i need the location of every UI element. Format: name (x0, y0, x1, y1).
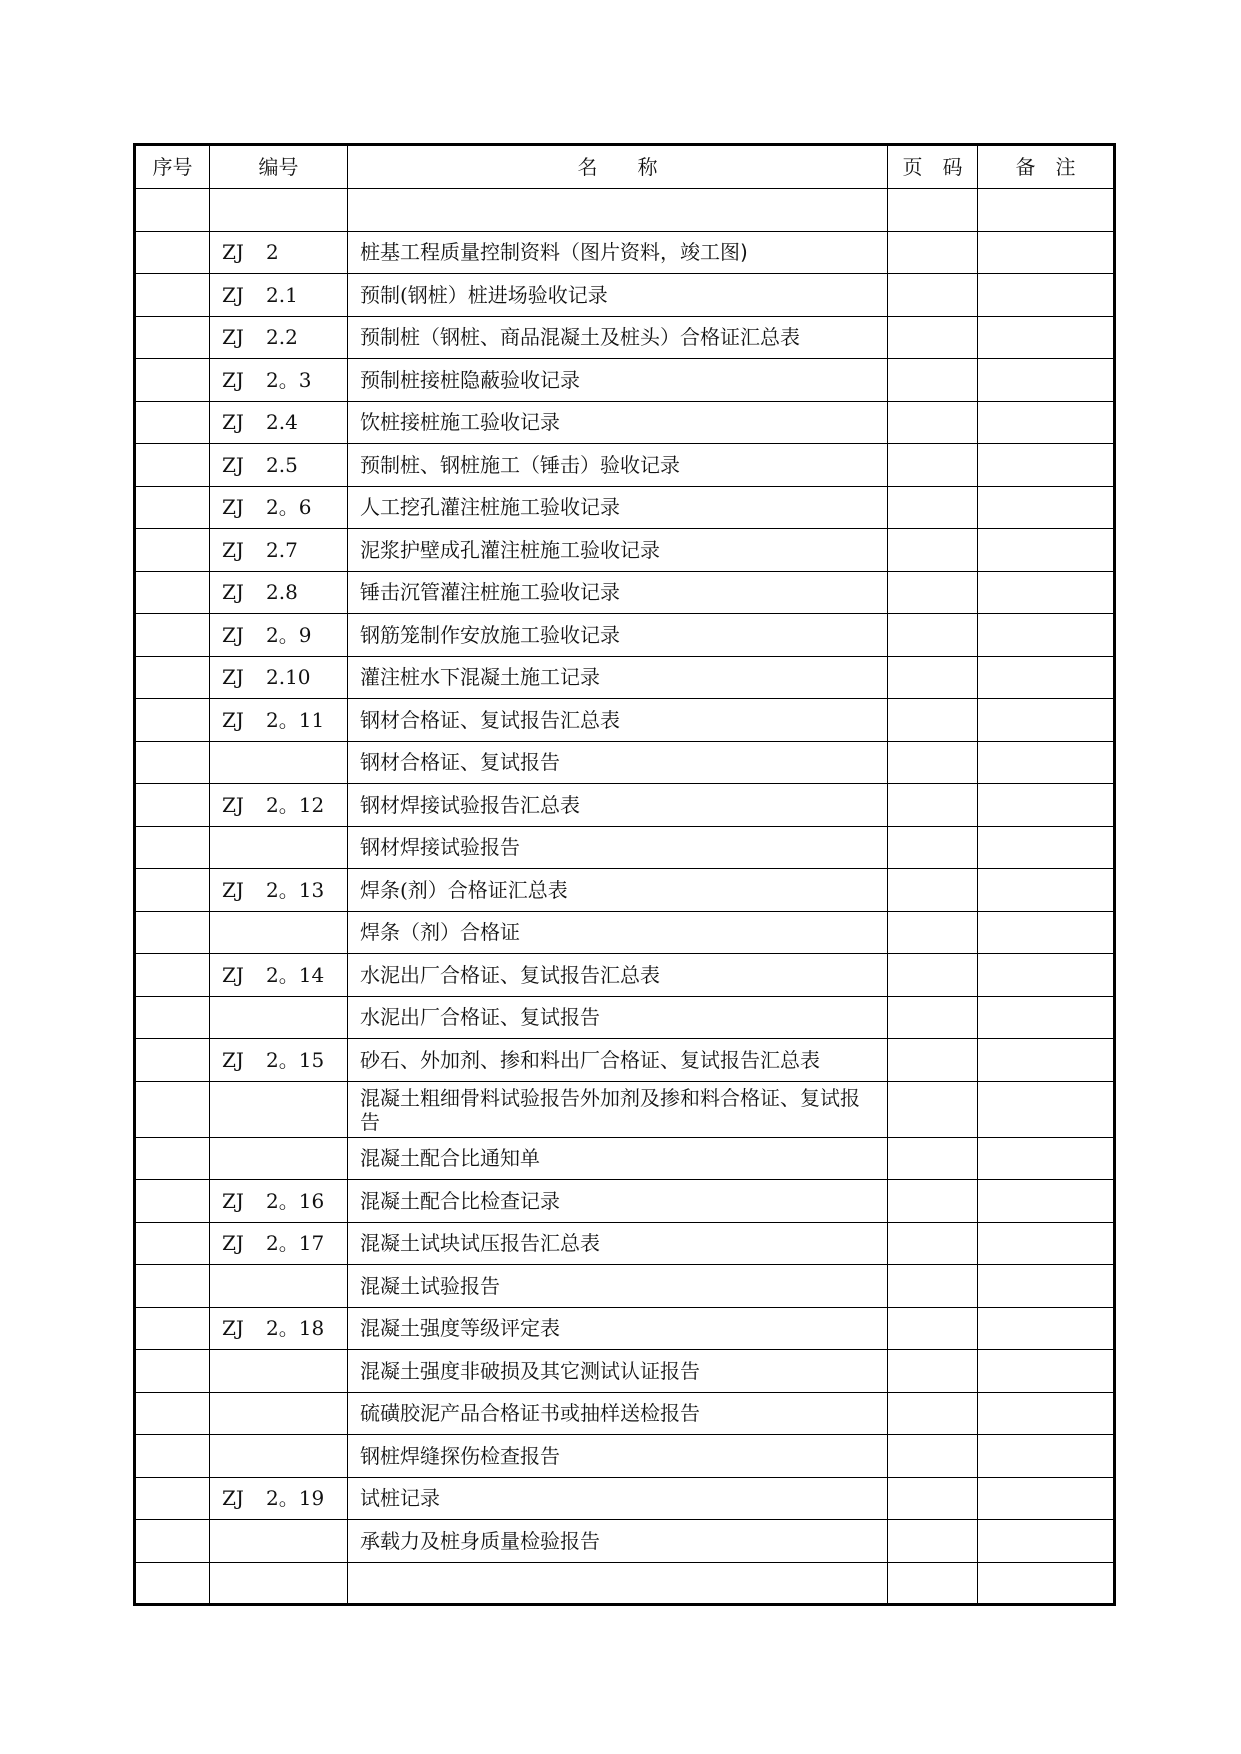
cell-code (210, 656, 348, 699)
cell-code (210, 699, 348, 742)
table-row (135, 444, 1115, 487)
cell-page (888, 189, 978, 232)
cell-name: 预制(钢桩）桩进场验收记录 (348, 274, 888, 317)
code-prefix: ZJ (222, 665, 244, 690)
cell-seq (135, 996, 210, 1039)
code-number: 2.8 (266, 580, 298, 605)
cell-seq (135, 1562, 210, 1605)
cell-name: 硫磺胶泥产品合格证书或抽样送检报告 (348, 1392, 888, 1435)
cell-note (978, 529, 1115, 572)
cell-code (210, 869, 348, 912)
code-number: 2 (266, 240, 279, 265)
cell-note (978, 231, 1115, 274)
table-row (135, 1081, 1115, 1137)
cell-note (978, 614, 1115, 657)
cell-page (888, 614, 978, 657)
cell-name: 承载力及桩身质量检验报告 (348, 1520, 888, 1563)
cell-seq (135, 826, 210, 869)
code-prefix: ZJ (222, 282, 244, 307)
header-code: 编号 (210, 145, 348, 189)
table-row (135, 274, 1115, 317)
cell-name: 钢桩焊缝探伤检查报告 (348, 1435, 888, 1478)
code-prefix: ZJ (222, 1188, 244, 1213)
code-number: 2.7 (266, 537, 298, 562)
table-row (135, 954, 1115, 997)
cell-note (978, 1039, 1115, 1082)
cell-seq (135, 274, 210, 317)
cell-code (210, 614, 348, 657)
cell-name: 泥浆护壁成孔灌注桩施工验收记录 (348, 529, 888, 572)
cell-page (888, 699, 978, 742)
cell-page (888, 1039, 978, 1082)
cell-code (210, 784, 348, 827)
table-row (135, 401, 1115, 444)
cell-name: 钢材合格证、复试报告 (348, 741, 888, 784)
table-header-row (135, 145, 1115, 189)
table-row (135, 614, 1115, 657)
cell-code (210, 571, 348, 614)
cell-seq (135, 1392, 210, 1435)
cell-code (210, 1477, 348, 1520)
code-number: 2。3 (266, 367, 312, 392)
cell-name: 混凝土配合比通知单 (348, 1137, 888, 1180)
cell-page (888, 1265, 978, 1308)
code-number: 2。18 (266, 1316, 325, 1341)
table-row (135, 1137, 1115, 1180)
table-row (135, 316, 1115, 359)
cell-page (888, 1435, 978, 1478)
code-prefix: ZJ (222, 325, 244, 350)
code-prefix: ZJ (222, 410, 244, 435)
cell-seq (135, 1222, 210, 1265)
cell-code (210, 1392, 348, 1435)
cell-page (888, 1222, 978, 1265)
cell-seq (135, 1307, 210, 1350)
cell-code (210, 826, 348, 869)
cell-page (888, 529, 978, 572)
code-number: 2.4 (266, 410, 298, 435)
table-row (135, 359, 1115, 402)
cell-page (888, 1307, 978, 1350)
cell-note (978, 1265, 1115, 1308)
cell-seq (135, 869, 210, 912)
cell-note (978, 699, 1115, 742)
cell-code (210, 189, 348, 232)
code-prefix: ZJ (222, 877, 244, 902)
code-number: 2.10 (266, 665, 311, 690)
cell-note (978, 996, 1115, 1039)
cell-code (210, 1039, 348, 1082)
cell-seq (135, 444, 210, 487)
cell-note (978, 274, 1115, 317)
code-number: 2.1 (266, 282, 298, 307)
cell-code (210, 1350, 348, 1393)
code-prefix: ZJ (222, 495, 244, 520)
cell-code (210, 316, 348, 359)
cell-note (978, 1222, 1115, 1265)
cell-name: 预制桩接桩隐蔽验收记录 (348, 359, 888, 402)
code-number: 2。12 (266, 792, 325, 817)
cell-seq (135, 699, 210, 742)
code-prefix: ZJ (222, 962, 244, 987)
table-row (135, 571, 1115, 614)
cell-note (978, 1137, 1115, 1180)
cell-code (210, 741, 348, 784)
cell-note (978, 1081, 1115, 1137)
cell-code (210, 1081, 348, 1137)
cell-seq (135, 1350, 210, 1393)
cell-page (888, 1137, 978, 1180)
cell-page (888, 1081, 978, 1137)
cell-name: 预制桩、钢桩施工（锤击）验收记录 (348, 444, 888, 487)
table-row (135, 1307, 1115, 1350)
cell-code (210, 486, 348, 529)
table-row (135, 486, 1115, 529)
cell-seq (135, 1180, 210, 1223)
cell-seq (135, 359, 210, 402)
code-number: 2.5 (266, 452, 298, 477)
code-prefix: ZJ (222, 537, 244, 562)
cell-page (888, 1520, 978, 1563)
table-row (135, 911, 1115, 954)
cell-page (888, 741, 978, 784)
table-row (135, 869, 1115, 912)
cell-seq (135, 571, 210, 614)
cell-name (348, 1562, 888, 1605)
code-prefix: ZJ (222, 240, 244, 265)
table-row (135, 1222, 1115, 1265)
cell-code (210, 444, 348, 487)
cell-name: 灌注桩水下混凝土施工记录 (348, 656, 888, 699)
cell-note (978, 656, 1115, 699)
table-row (135, 1392, 1115, 1435)
code-prefix: ZJ (222, 367, 244, 392)
cell-seq (135, 401, 210, 444)
document-index-table (133, 143, 1116, 1606)
code-prefix: ZJ (222, 580, 244, 605)
cell-page (888, 359, 978, 402)
table-row (135, 656, 1115, 699)
cell-page (888, 1180, 978, 1223)
cell-seq (135, 741, 210, 784)
cell-name: 预制桩（钢桩、商品混凝土及桩头）合格证汇总表 (348, 316, 888, 359)
code-number: 2。13 (266, 877, 325, 902)
table-body (135, 189, 1115, 1605)
cell-seq (135, 784, 210, 827)
code-number: 2。14 (266, 962, 325, 987)
cell-note (978, 444, 1115, 487)
cell-note (978, 486, 1115, 529)
table-row (135, 1435, 1115, 1478)
cell-note (978, 741, 1115, 784)
cell-name: 混凝土强度等级评定表 (348, 1307, 888, 1350)
cell-name: 混凝土配合比检查记录 (348, 1180, 888, 1223)
cell-note (978, 1392, 1115, 1435)
cell-page (888, 996, 978, 1039)
code-prefix: ZJ (222, 792, 244, 817)
cell-note (978, 1520, 1115, 1563)
cell-note (978, 189, 1115, 232)
table-row (135, 1477, 1115, 1520)
cell-name: 水泥出厂合格证、复试报告 (348, 996, 888, 1039)
cell-note (978, 1307, 1115, 1350)
header-name: 名 称 (348, 145, 888, 189)
cell-name: 焊条（剂）合格证 (348, 911, 888, 954)
cell-code (210, 1180, 348, 1223)
table-row (135, 741, 1115, 784)
code-prefix: ZJ (222, 1047, 244, 1072)
cell-name: 锤击沉管灌注桩施工验收记录 (348, 571, 888, 614)
cell-note (978, 1350, 1115, 1393)
cell-name (348, 189, 888, 232)
cell-page (888, 231, 978, 274)
cell-seq (135, 316, 210, 359)
cell-name: 饮桩接桩施工验收记录 (348, 401, 888, 444)
cell-name: 人工挖孔灌注桩施工验收记录 (348, 486, 888, 529)
cell-seq (135, 1081, 210, 1137)
cell-note (978, 1180, 1115, 1223)
cell-code (210, 359, 348, 402)
code-number: 2.2 (266, 325, 298, 350)
cell-page (888, 826, 978, 869)
cell-page (888, 444, 978, 487)
code-number: 2。9 (266, 622, 312, 647)
cell-code (210, 911, 348, 954)
table-row (135, 996, 1115, 1039)
cell-code (210, 401, 348, 444)
cell-name: 钢材合格证、复试报告汇总表 (348, 699, 888, 742)
cell-code (210, 231, 348, 274)
cell-seq (135, 1137, 210, 1180)
cell-name: 焊条(剂）合格证汇总表 (348, 869, 888, 912)
cell-seq (135, 529, 210, 572)
cell-seq (135, 614, 210, 657)
code-number: 2。11 (266, 707, 325, 732)
cell-note (978, 571, 1115, 614)
header-seq: 序号 (135, 145, 210, 189)
cell-seq (135, 911, 210, 954)
cell-name: 水泥出厂合格证、复试报告汇总表 (348, 954, 888, 997)
cell-page (888, 954, 978, 997)
cell-page (888, 656, 978, 699)
cell-code (210, 1137, 348, 1180)
cell-code (210, 529, 348, 572)
cell-name: 砂石、外加剂、掺和料出厂合格证、复试报告汇总表 (348, 1039, 888, 1082)
cell-seq (135, 1520, 210, 1563)
table-row (135, 1562, 1115, 1605)
cell-page (888, 869, 978, 912)
cell-seq (135, 486, 210, 529)
cell-note (978, 1435, 1115, 1478)
cell-code (210, 1520, 348, 1563)
table-row (135, 1350, 1115, 1393)
cell-name: 钢材焊接试验报告汇总表 (348, 784, 888, 827)
table-row (135, 231, 1115, 274)
cell-code (210, 1562, 348, 1605)
cell-seq (135, 1039, 210, 1082)
cell-page (888, 401, 978, 444)
cell-page (888, 1562, 978, 1605)
cell-seq (135, 1265, 210, 1308)
cell-page (888, 1392, 978, 1435)
cell-note (978, 911, 1115, 954)
cell-seq (135, 954, 210, 997)
cell-page (888, 911, 978, 954)
code-number: 2。17 (266, 1231, 325, 1256)
code-prefix: ZJ (222, 1316, 244, 1341)
cell-page (888, 316, 978, 359)
cell-code (210, 1222, 348, 1265)
cell-page (888, 1350, 978, 1393)
cell-page (888, 486, 978, 529)
cell-code (210, 996, 348, 1039)
table-row (135, 1520, 1115, 1563)
cell-page (888, 571, 978, 614)
cell-note (978, 869, 1115, 912)
cell-name: 钢筋笼制作安放施工验收记录 (348, 614, 888, 657)
cell-name: 试桩记录 (348, 1477, 888, 1520)
cell-code (210, 1435, 348, 1478)
cell-name: 混凝土强度非破损及其它测试认证报告 (348, 1350, 888, 1393)
cell-page (888, 1477, 978, 1520)
cell-note (978, 359, 1115, 402)
cell-note (978, 1562, 1115, 1605)
cell-name: 桩基工程质量控制资料（图片资料，竣工图) (348, 231, 888, 274)
table-row (135, 529, 1115, 572)
table-row (135, 826, 1115, 869)
code-number: 2。19 (266, 1486, 325, 1511)
cell-note (978, 826, 1115, 869)
cell-note (978, 401, 1115, 444)
table-row (135, 1265, 1115, 1308)
table-row (135, 1039, 1115, 1082)
table-row (135, 1180, 1115, 1223)
cell-code (210, 1265, 348, 1308)
code-number: 2。16 (266, 1188, 325, 1213)
code-prefix: ZJ (222, 1231, 244, 1256)
code-prefix: ZJ (222, 707, 244, 732)
cell-name: 混凝土试块试压报告汇总表 (348, 1222, 888, 1265)
cell-note (978, 784, 1115, 827)
cell-note (978, 1477, 1115, 1520)
code-prefix: ZJ (222, 452, 244, 477)
cell-page (888, 274, 978, 317)
cell-name: 混凝土粗细骨料试验报告外加剂及掺和料合格证、复试报告 (348, 1081, 888, 1137)
cell-name: 钢材焊接试验报告 (348, 826, 888, 869)
table-row (135, 189, 1115, 232)
code-prefix: ZJ (222, 1486, 244, 1511)
code-prefix: ZJ (222, 622, 244, 647)
cell-seq (135, 1435, 210, 1478)
cell-seq (135, 189, 210, 232)
cell-seq (135, 231, 210, 274)
header-note: 备 注 (978, 145, 1115, 189)
cell-page (888, 784, 978, 827)
code-number: 2。6 (266, 495, 312, 520)
header-page: 页 码 (888, 145, 978, 189)
cell-code (210, 954, 348, 997)
cell-seq (135, 656, 210, 699)
cell-note (978, 954, 1115, 997)
cell-code (210, 274, 348, 317)
cell-name: 混凝土试验报告 (348, 1265, 888, 1308)
code-number: 2。15 (266, 1047, 325, 1072)
table-row (135, 784, 1115, 827)
table-row (135, 699, 1115, 742)
cell-code (210, 1307, 348, 1350)
cell-note (978, 316, 1115, 359)
cell-seq (135, 1477, 210, 1520)
